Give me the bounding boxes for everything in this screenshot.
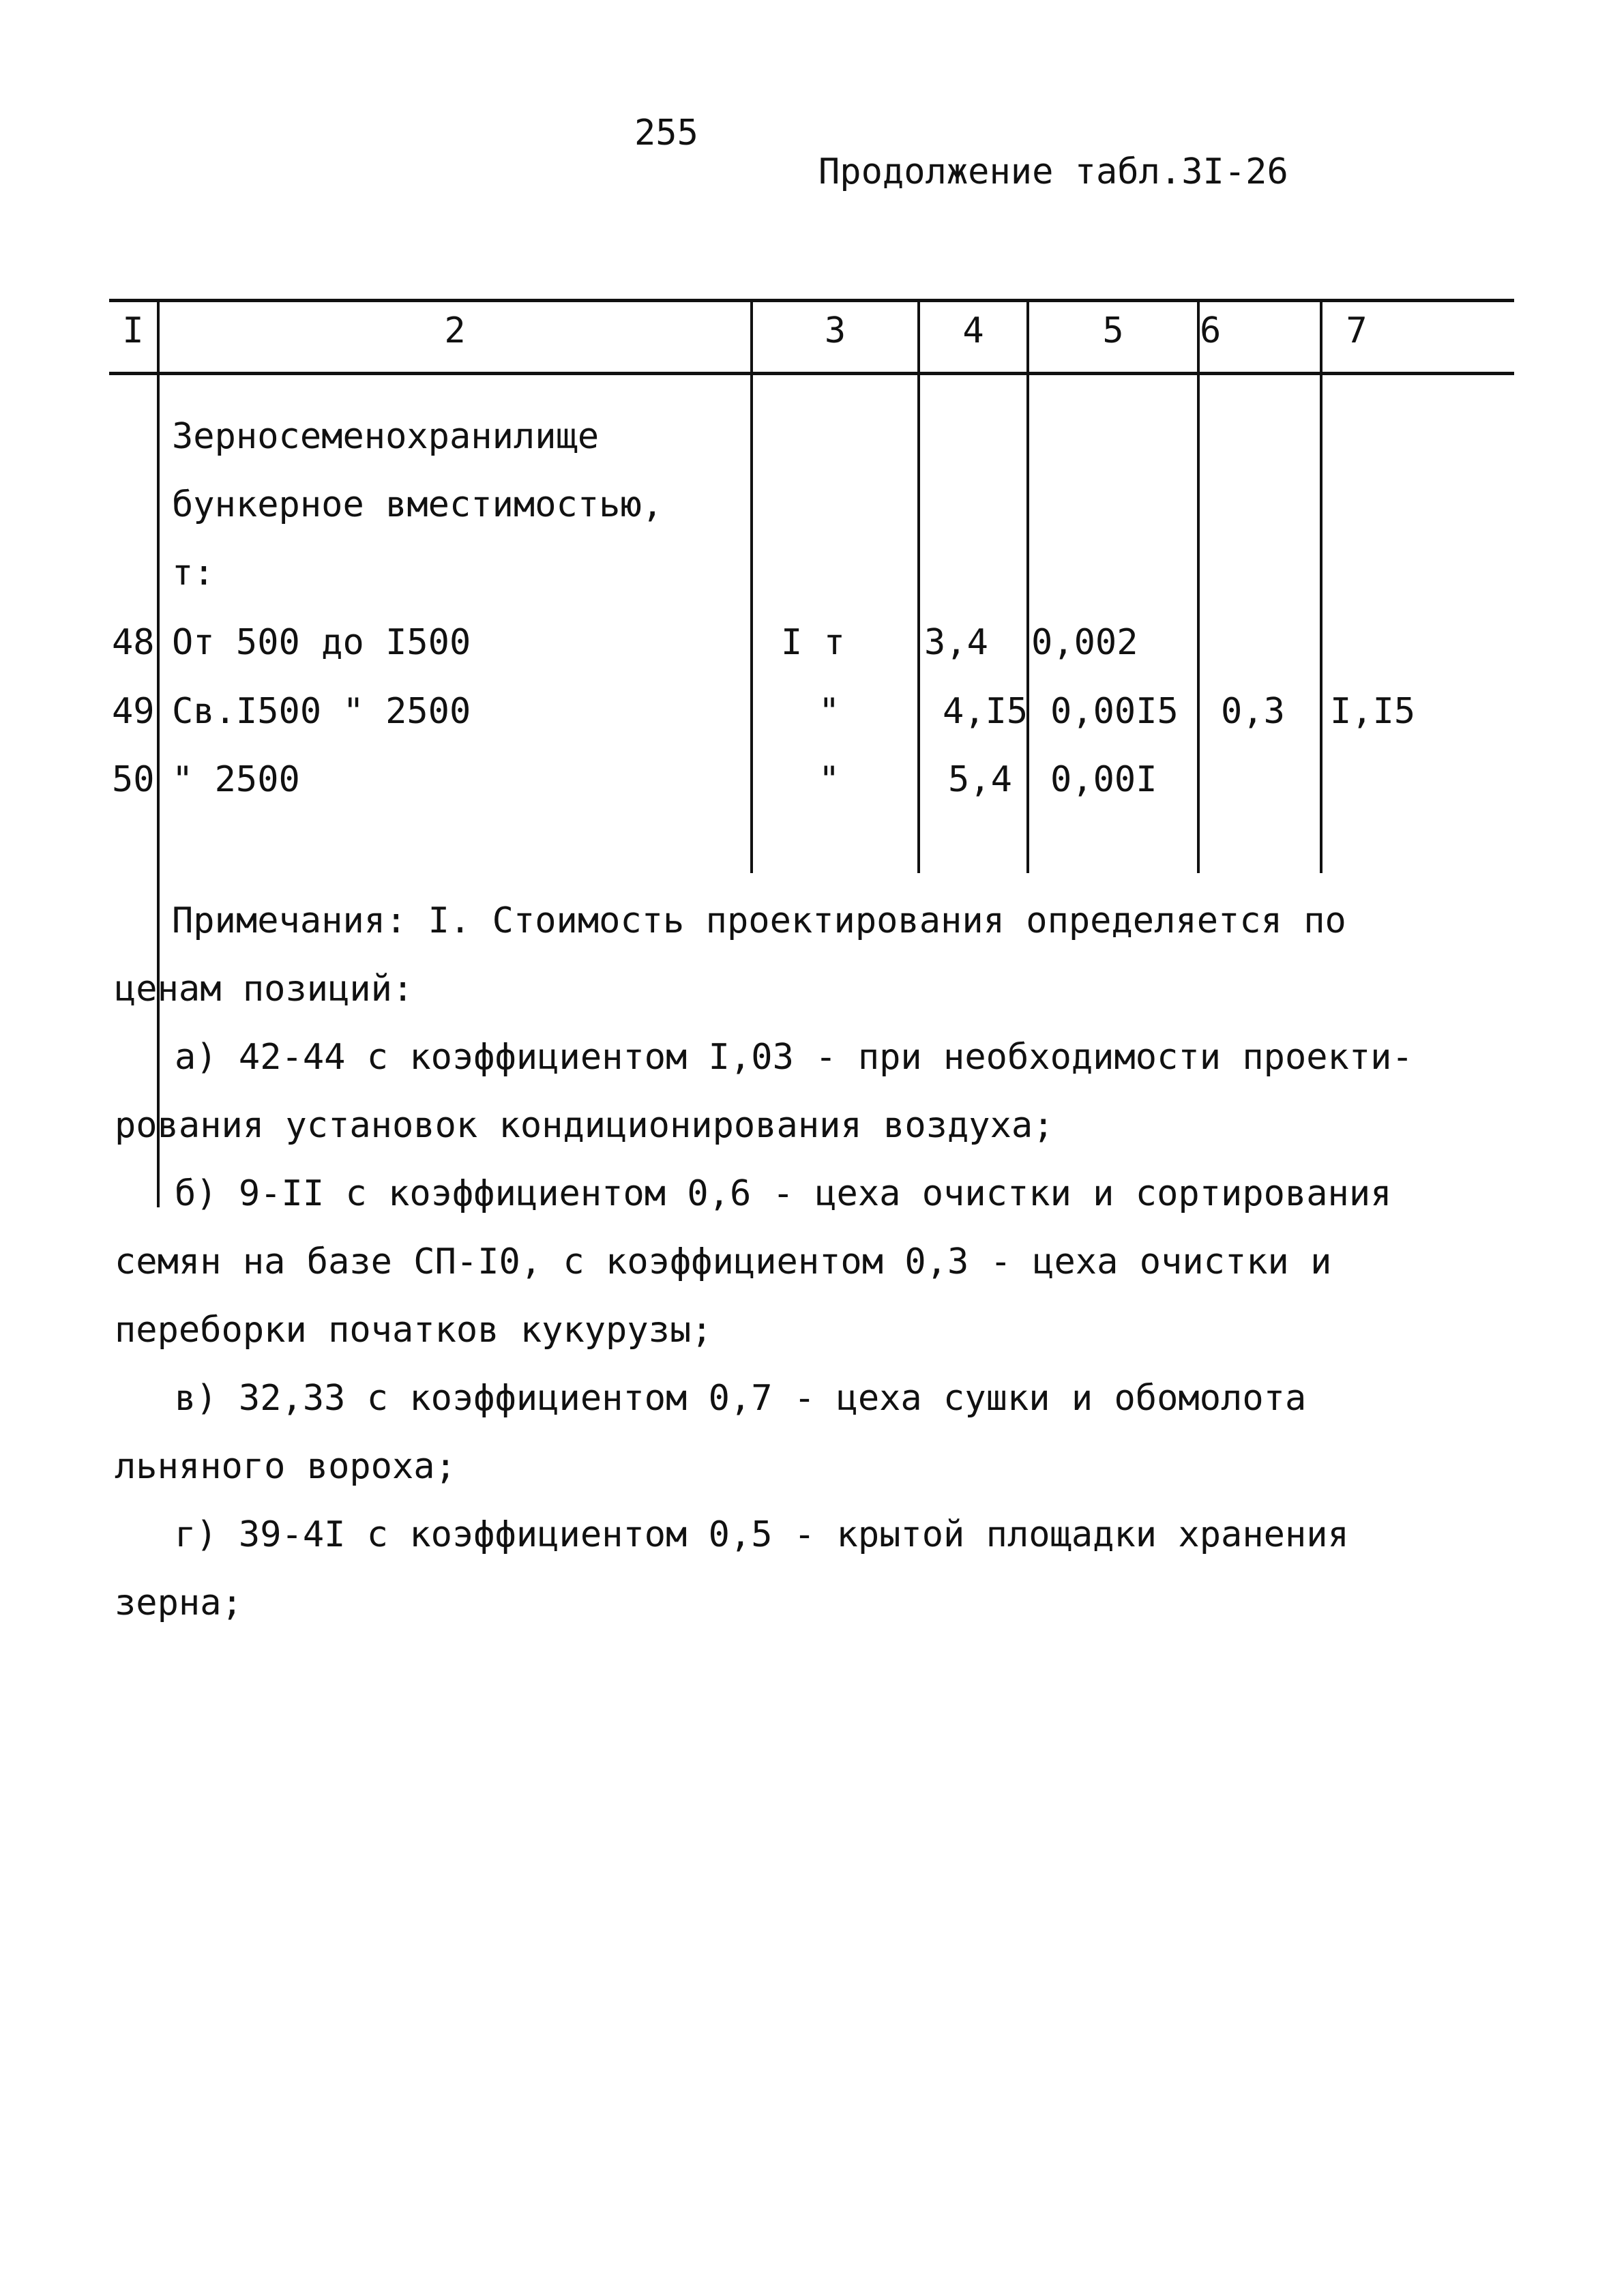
note-line-8: в) 32,33 с коэффициентом 0,7 - цеха сушки и обомолота bbox=[175, 1378, 1307, 1419]
note-line-4: рования установок кондиционирования воздуха; bbox=[115, 1105, 1054, 1146]
group-title-line-2: бункерное вместимостью, bbox=[172, 484, 664, 525]
row-50-col5: 0,00I bbox=[1050, 759, 1157, 800]
row-50-num: 50 bbox=[112, 759, 155, 800]
note-line-10: г) 39-4I с коэффициентом 0,5 - крытой площадки хранения bbox=[175, 1514, 1349, 1555]
col-divider-4 bbox=[1026, 300, 1029, 873]
table-header-rule bbox=[109, 372, 1514, 375]
row-49-name: Св.I500 " 2500 bbox=[172, 691, 471, 732]
row-50-unit: " bbox=[818, 759, 840, 800]
col-divider-6 bbox=[1320, 300, 1322, 873]
header-col-5: 5 bbox=[1102, 310, 1124, 351]
col-divider-2 bbox=[750, 300, 753, 873]
row-50-name: " 2500 bbox=[172, 759, 300, 800]
row-48-num: 48 bbox=[112, 622, 155, 663]
row-49-unit: " bbox=[818, 691, 840, 732]
header-col-6: 6 bbox=[1200, 310, 1222, 351]
row-48-unit: I т bbox=[781, 622, 845, 663]
row-49-num: 49 bbox=[112, 691, 155, 732]
header-col-7: 7 bbox=[1346, 310, 1368, 351]
note-line-2: ценам позиций: bbox=[115, 969, 414, 1010]
col-divider-3 bbox=[917, 300, 920, 873]
header-col-3: 3 bbox=[824, 310, 846, 351]
header-col-1: I bbox=[122, 310, 144, 351]
note-line-6: семян на базе СП-I0, с коэффициентом 0,3 - цеха очистки и bbox=[115, 1241, 1332, 1282]
row-50-col4: 5,4 bbox=[948, 759, 1012, 800]
note-line-7: переборки початков кукурузы; bbox=[115, 1310, 713, 1351]
note-line-5: б) 9-II с коэффициентом 0,6 - цеха очистки и сортирования bbox=[175, 1173, 1392, 1214]
header-col-4: 4 bbox=[962, 310, 984, 351]
col-divider-5 bbox=[1197, 300, 1200, 873]
group-title-line-3: т: bbox=[172, 553, 215, 593]
row-49-col4: 4,I5 bbox=[943, 691, 1029, 732]
row-48-col5: 0,002 bbox=[1031, 622, 1138, 663]
notes-block bbox=[115, 887, 1520, 1637]
row-49-col6: 0,3 bbox=[1221, 691, 1285, 732]
note-line-3: а) 42-44 с коэффициентом I,03 - при необходимости проекти- bbox=[175, 1037, 1413, 1078]
row-48-col4: 3,4 bbox=[924, 622, 988, 663]
group-title-line-1: Зерносеменохранилище bbox=[172, 416, 600, 457]
row-49-col7: I,I5 bbox=[1330, 691, 1416, 732]
row-48-name: От 500 до I500 bbox=[172, 622, 471, 663]
note-line-9: льняного вороха; bbox=[115, 1446, 456, 1487]
note-line-1: Примечания: I. Стоимость проектирования определяется по bbox=[172, 900, 1346, 941]
table-top-rule bbox=[109, 299, 1514, 302]
table-continuation-caption: Продолжение табл.3I-26 bbox=[818, 151, 1288, 192]
header-col-2: 2 bbox=[444, 310, 466, 351]
note-line-11: зерна; bbox=[115, 1583, 243, 1623]
row-49-col5: 0,00I5 bbox=[1050, 691, 1179, 732]
page-number: 255 bbox=[634, 113, 698, 153]
